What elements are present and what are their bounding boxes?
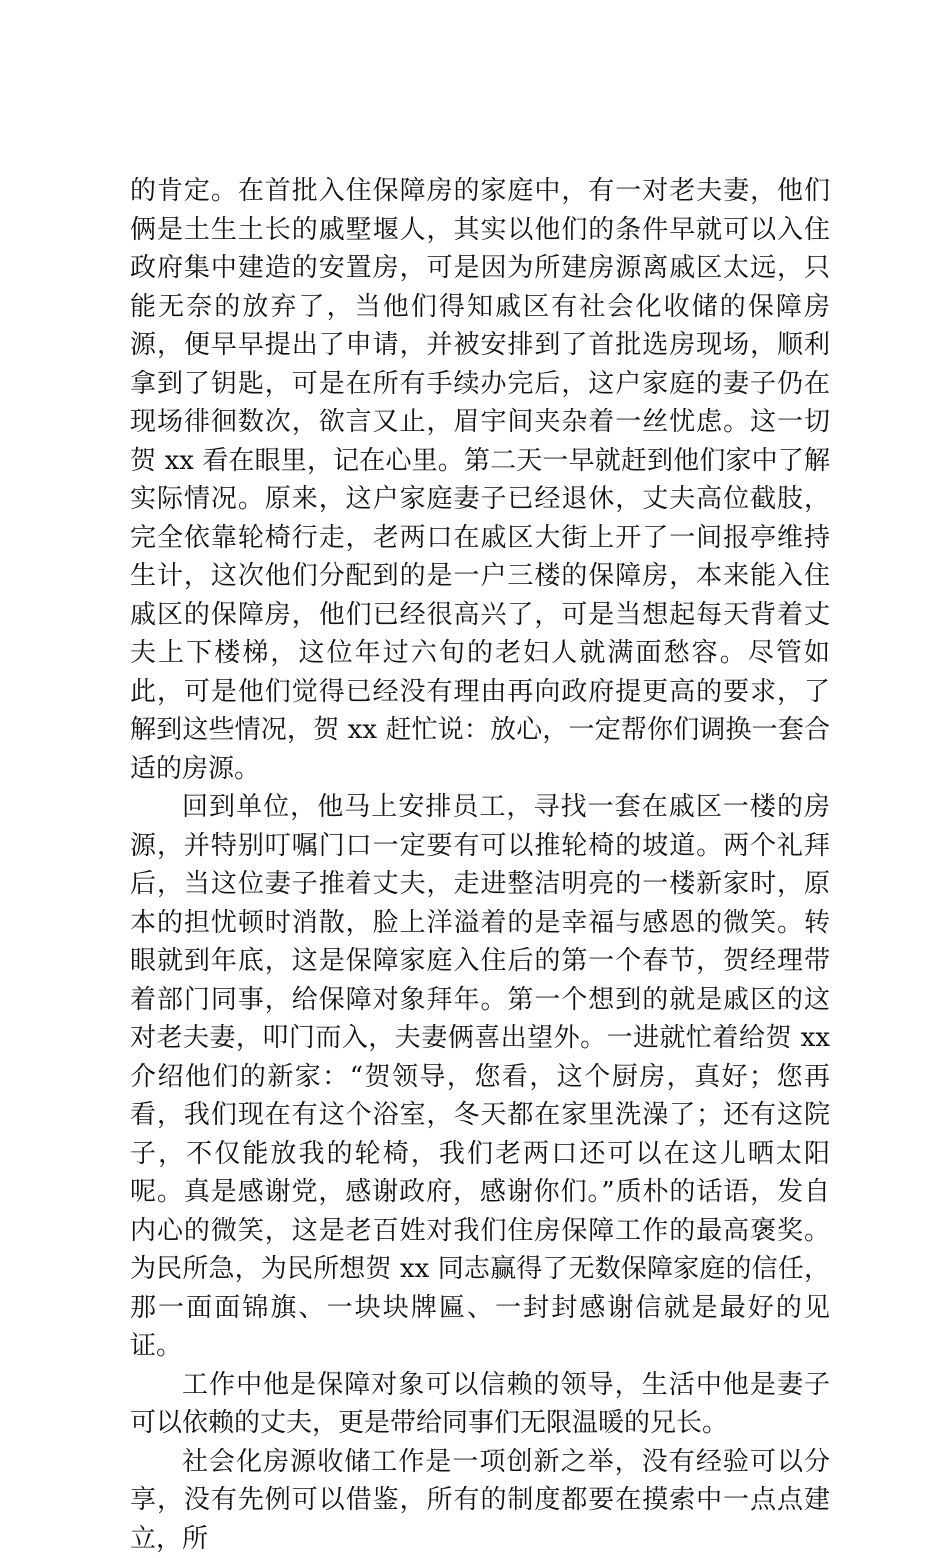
paragraph-3: 工作中他是保障对象可以信赖的领导，生活中他是妻子可以依赖的丈夫，更是带给同事们无限温暖的兄长。	[130, 1366, 830, 1443]
paragraph-1: 的肯定。在首批入住保障房的家庭中，有一对老夫妻，他们俩是土生土长的戚墅堰人，其实以他们的条件早就可以入住政府集中建造的安置房，可是因为所建房源离戚区太远，只能无奈的放弃了，当他们得知戚区有社会化收储的保障房源，便早早提出了申请，并被安排到了首批选房现场，顺利拿到了钥匙，可是在所有手续办完后，这户家庭的妻子仍在现场徘徊数次，欲言又止，眉宇间夹杂着一丝忧虑。这一切贺 xx 看在眼里，记在心里。第二天一早就赶到他们家中了解实际情况。原来，这户家庭妻子已经退休，丈夫高位截肢，完全依靠轮椅行走，老两口在戚区大街上开了一间报亭维持生计，这次他们分配到的是一户三楼的保障房，本来能入住戚区的保障房，他们已经很高兴了，可是当想起每天背着丈夫上下楼梯，这位年过六旬的老妇人就满面愁容。尽管如此，可是他们觉得已经没有理由再向政府提更高的要求，了解到这些情况，贺 xx 赶忙说：放心，一定帮你们调换一套合适的房源。	[130, 172, 830, 788]
paragraph-4: 社会化房源收储工作是一项创新之举，没有经验可以分享，没有先例可以借鉴，所有的制度都要在摸索中一点点建立，所	[130, 1443, 830, 1558]
document-body	[130, 172, 830, 1558]
paragraph-2: 回到单位，他马上安排员工，寻找一套在戚区一楼的房源，并特别叮嘱门口一定要有可以推轮椅的坡道。两个礼拜后，当这位妻子推着丈夫，走进整洁明亮的一楼新家时，原本的担忧顿时消散，脸上洋溢着的是幸福与感恩的微笑。转眼就到年底，这是保障家庭入住后的第一个春节，贺经理带着部门同事，给保障对象拜年。第一个想到的就是戚区的这对老夫妻，叩门而入，夫妻俩喜出望外。一进就忙着给贺 xx 介绍他们的新家：“贺领导，您看，这个厨房，真好；您再看，我们现在有这个浴室，冬天都在家里洗澡了；还有这院子，不仅能放我的轮椅，我们老两口还可以在这儿晒太阳呢。真是感谢党，感谢政府，感谢你们。”质朴的话语，发自内心的微笑，这是老百姓对我们住房保障工作的最高褒奖。为民所急，为民所想贺 xx 同志赢得了无数保障家庭的信任，那一面面锦旗、一块块牌匾、一封封感谢信就是最好的见证。	[130, 788, 830, 1366]
